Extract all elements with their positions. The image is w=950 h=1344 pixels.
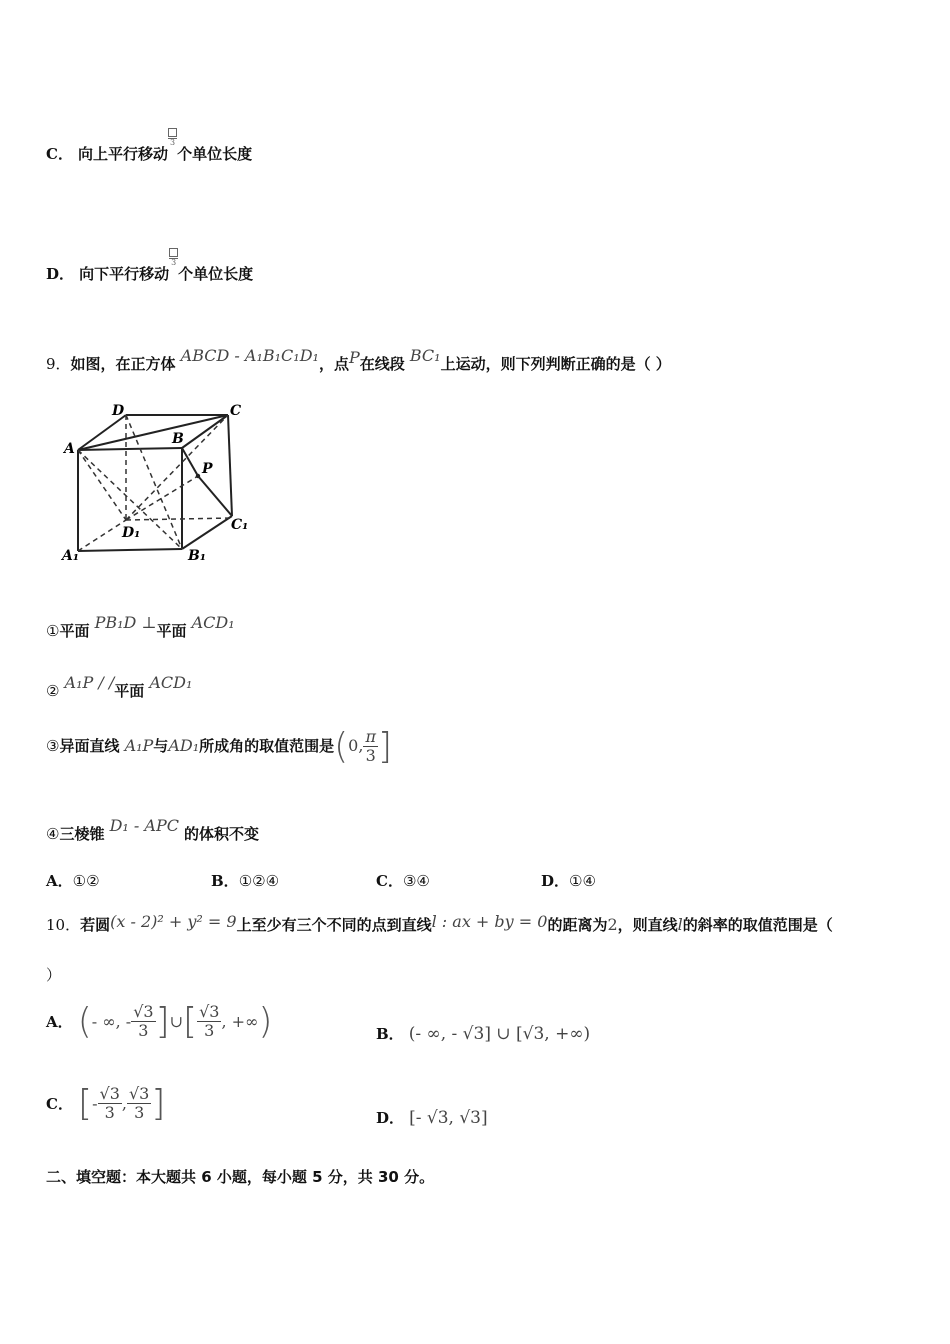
option-label: D． bbox=[541, 872, 570, 890]
label-p: P bbox=[202, 461, 213, 477]
q9-option-a bbox=[46, 870, 100, 891]
statement-text: 平面 bbox=[156, 622, 187, 640]
sqrt3-over-3: $\frac{√3}{3}$ bbox=[199, 1001, 220, 1040]
label-c: C bbox=[230, 403, 242, 419]
option-label: C． bbox=[376, 872, 403, 890]
stem-text: 上运动，则下列判断正确的是（ ） bbox=[440, 355, 671, 373]
right-bracket: ] bbox=[155, 1001, 170, 1042]
option-label: D． bbox=[46, 265, 75, 283]
option-label: C． bbox=[46, 145, 73, 163]
q10-stem bbox=[46, 912, 833, 935]
statement-math: ACD₁ bbox=[191, 613, 235, 632]
left-bracket: [ bbox=[78, 1083, 93, 1124]
right-bracket: ] bbox=[377, 726, 392, 767]
statement-text: 平面 bbox=[114, 682, 145, 700]
q10-option-b bbox=[376, 1023, 590, 1044]
question-number: 9． bbox=[46, 355, 71, 373]
cube-figure bbox=[48, 396, 258, 574]
statement-math: A₁P bbox=[124, 736, 154, 755]
math-two: 2 bbox=[607, 915, 618, 934]
q9-option-b bbox=[211, 870, 279, 891]
option-text: ①②④ bbox=[238, 872, 280, 890]
section-2-title: 二、填空题：本大题共 6 小题，每小题 5 分，共 30 分。 bbox=[46, 1168, 435, 1186]
option-math: [- √3, √3] bbox=[409, 1108, 488, 1128]
q10-stem-cont bbox=[46, 964, 61, 985]
q8-option-d bbox=[46, 248, 253, 284]
left-bracket: ( bbox=[334, 726, 349, 767]
statement-math: A₁P / / bbox=[64, 673, 115, 692]
statement-math: ACD₁ bbox=[149, 673, 193, 692]
q9-statement-3 bbox=[46, 726, 392, 767]
interval-part: - bbox=[92, 1094, 98, 1113]
statement-text: 的体积不变 bbox=[184, 825, 260, 843]
label-d: D bbox=[112, 403, 125, 419]
pi-over-3: $\frac{\pi}{3}$ bbox=[365, 726, 376, 765]
right-bracket: ] bbox=[151, 1083, 166, 1124]
label-d1: D₁ bbox=[122, 525, 141, 541]
option-text: 个单位长度 bbox=[177, 145, 253, 163]
statement-math: PB₁D ⊥ bbox=[94, 613, 157, 632]
option-label: C． bbox=[46, 1095, 73, 1113]
label-a: A bbox=[64, 441, 75, 457]
option-text: ③④ bbox=[402, 872, 430, 890]
option-text: 个单位长度 bbox=[178, 265, 254, 283]
q9-stem bbox=[46, 346, 671, 374]
point-p-dot bbox=[196, 474, 200, 478]
math-cube: ABCD - A₁B₁C₁D₁ bbox=[180, 346, 319, 365]
option-label: B． bbox=[211, 872, 239, 890]
q10-option-d bbox=[376, 1107, 488, 1128]
option-math: (- ∞, - √3] ∪ [√3, +∞) bbox=[408, 1024, 591, 1044]
circled-number: ④ bbox=[46, 825, 60, 843]
option-label: B． bbox=[376, 1025, 404, 1043]
math-line: l : ax + by = 0 bbox=[431, 912, 548, 931]
option-text: 向上平行移动 bbox=[78, 145, 169, 163]
statement-text: 平面 bbox=[59, 622, 90, 640]
option-label: A． bbox=[46, 872, 73, 890]
statement-text: 所成角的取值范围是 bbox=[199, 737, 335, 755]
circled-number: ③ bbox=[46, 737, 60, 755]
q9-statement-1 bbox=[46, 613, 235, 641]
q9-option-c bbox=[376, 870, 430, 891]
option-label: A． bbox=[46, 1013, 73, 1031]
option-label: D． bbox=[376, 1109, 405, 1127]
math-l: l bbox=[677, 915, 683, 934]
stem-text: 在线段 bbox=[359, 355, 405, 373]
stem-text: ，则直线 bbox=[617, 916, 678, 934]
stem-text: 的距离为 bbox=[547, 916, 608, 934]
left-bracket: ( bbox=[77, 1001, 92, 1042]
statement-text: 异面直线 bbox=[59, 737, 120, 755]
right-bracket: ) bbox=[258, 1001, 273, 1042]
sqrt3-over-3: $\frac{√3}{3}$ bbox=[128, 1083, 150, 1122]
math-circle: (x - 2)² + y² = 9 bbox=[110, 912, 237, 931]
interval-left: 0, bbox=[348, 736, 364, 755]
math-bc1: BC₁ bbox=[409, 346, 441, 365]
statement-math: D₁ - APC bbox=[109, 816, 179, 835]
math-p: P bbox=[348, 348, 360, 367]
left-bracket: [ bbox=[183, 1001, 198, 1042]
union-symbol: ∪ bbox=[169, 1012, 184, 1031]
question-number: 10． bbox=[46, 916, 81, 934]
stem-text: 上至少有三个不同的点到直线 bbox=[236, 916, 432, 934]
interval-part: , +∞ bbox=[221, 1012, 259, 1031]
stem-text: ，点 bbox=[318, 355, 349, 373]
option-text: ①② bbox=[72, 872, 100, 890]
stem-text: 若圆 bbox=[80, 916, 111, 934]
statement-text: 与 bbox=[153, 737, 169, 755]
stem-text: 如图，在正方体 bbox=[70, 355, 176, 373]
stem-text: 的斜率的取值范围是（ bbox=[682, 916, 833, 934]
q9-statement-2 bbox=[46, 673, 192, 701]
q8-option-c bbox=[46, 128, 252, 164]
comma: , bbox=[121, 1094, 127, 1113]
statement-math: AD₁ bbox=[168, 736, 200, 755]
option-text: 向下平行移动 bbox=[79, 265, 170, 283]
sqrt3-over-3: $\frac{√3}{3}$ bbox=[133, 1001, 154, 1040]
label-b1: B₁ bbox=[188, 548, 206, 564]
option-text: ①④ bbox=[569, 872, 596, 890]
sqrt3-over-3: $\frac{√3}{3}$ bbox=[99, 1083, 120, 1122]
label-b: B bbox=[172, 431, 184, 447]
q10-option-a bbox=[46, 1001, 272, 1042]
q10-option-c bbox=[46, 1083, 165, 1124]
q9-option-d bbox=[541, 870, 596, 891]
circled-number: ② bbox=[46, 682, 60, 700]
interval-part: - ∞, - bbox=[91, 1012, 132, 1031]
label-a1: A₁ bbox=[62, 548, 79, 564]
q9-statement-4 bbox=[46, 816, 259, 844]
small-fraction: 3 bbox=[168, 128, 177, 147]
statement-text: 三棱锥 bbox=[59, 825, 105, 843]
label-c1: C₁ bbox=[231, 517, 249, 533]
stem-text: ） bbox=[46, 966, 62, 984]
circled-number: ① bbox=[46, 622, 60, 640]
small-fraction: 3 bbox=[169, 248, 178, 267]
